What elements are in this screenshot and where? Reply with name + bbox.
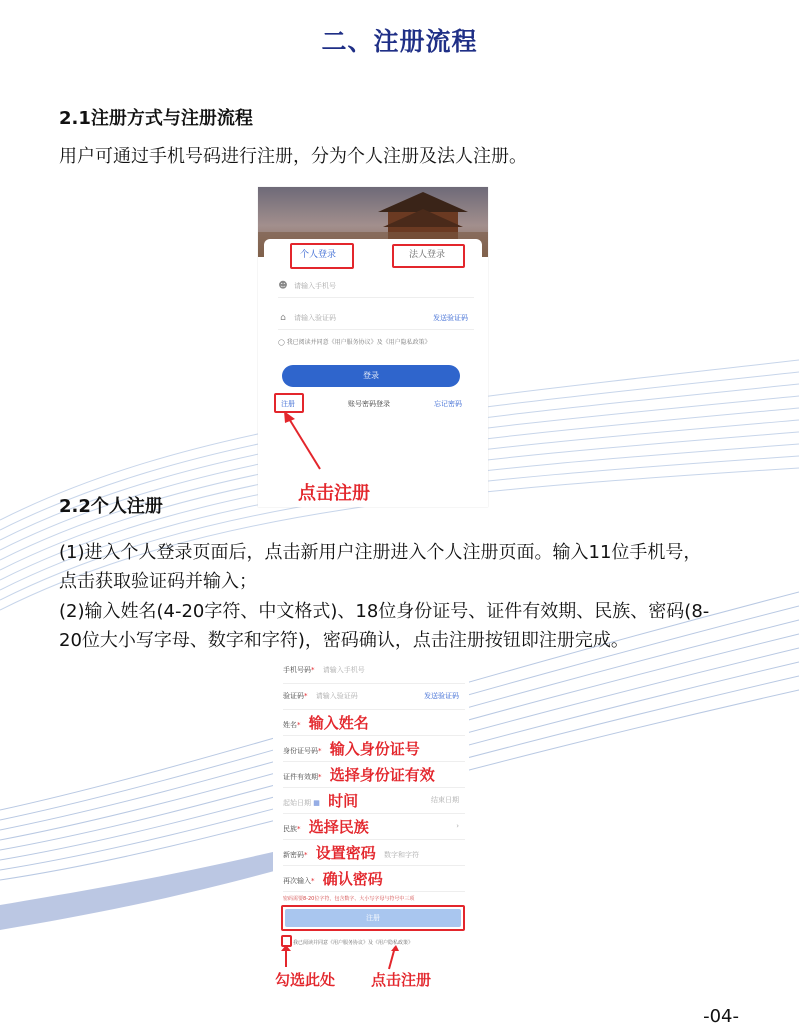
new-password-row[interactable]: 新密码* 设置密码 数字和字符 — [283, 839, 465, 866]
arrow-icon — [278, 409, 338, 479]
date-row[interactable]: 起始日期 ▦ 时间 结束日期 — [283, 787, 465, 814]
forgot-password-link[interactable]: 忘记密码 — [434, 400, 462, 408]
code-row[interactable]: 验证码* 请输入验证码 发送验证码 — [283, 683, 465, 710]
highlight-register-button — [281, 905, 465, 931]
login-screenshot — [258, 187, 488, 507]
tab-legal-login[interactable]: 法人登录 — [408, 250, 445, 260]
login-button[interactable]: 登录 — [282, 365, 460, 387]
section-2-2-p1: (1)进入个人登录页面后，点击新用户注册进入个人注册页面。输入11位手机号，点击获取验证码并输入； — [59, 542, 702, 592]
home-icon: ⌂ — [280, 313, 286, 323]
user-icon: ☻ — [278, 281, 288, 291]
register-link[interactable]: 注册 — [281, 400, 295, 408]
section-2-1-text: 用户可通过手机号码进行注册，分为个人注册及法人注册。 — [59, 146, 527, 167]
phone-row[interactable]: 手机号码* 请输入手机号 — [283, 657, 465, 684]
code-field[interactable]: ⌂ 请输入验证码 发送验证码 — [278, 307, 474, 330]
section-heading-2-1: 2.1注册方式与注册流程 — [59, 108, 253, 129]
register-screenshot — [273, 657, 469, 994]
section-2-2-p2: (2)输入姓名(4-20字符、中文格式)、18位身份证号、证件有效期、民族、密码(8-20位大小写字母、数字和字符)，密码确认，点击注册按钮即注册完成。 — [59, 601, 710, 651]
phone-field[interactable]: ☻ 请输入手机号 — [278, 275, 474, 298]
account-login-link[interactable]: 账号密码登录 — [348, 400, 390, 408]
highlight-legal-tab — [392, 244, 465, 268]
tab-personal-login[interactable]: 个人登录 — [299, 250, 336, 260]
highlight-personal-tab — [290, 243, 354, 269]
id-number-row[interactable]: 身份证号码* 输入身份证号 — [283, 735, 465, 762]
annotation-check-here: 勾选此处 — [275, 971, 336, 989]
calendar-icon[interactable]: ▦ — [313, 799, 320, 807]
name-row[interactable]: 姓名* 输入姓名 — [283, 709, 465, 736]
password-hint: 密码需要8-20位字符，包含数字、大小写字母与符号中三项 — [283, 896, 415, 902]
send-code-link-2[interactable]: 发送验证码 — [424, 692, 459, 700]
validity-row[interactable]: 证件有效期* 选择身份证有效 — [283, 761, 465, 788]
section-heading-2-2: 2.2个人注册 — [59, 496, 163, 517]
check-icon[interactable]: ◯ — [278, 339, 285, 346]
page-title: 二、注册流程 — [321, 27, 478, 56]
ethnicity-row[interactable]: 民族* 选择民族 › — [283, 813, 465, 840]
annotation-click-register-2: 点击注册 — [371, 971, 432, 989]
send-code-link[interactable]: 发送验证码 — [433, 314, 468, 322]
confirm-password-row[interactable]: 再次输入* 确认密码 — [283, 865, 465, 892]
agreement-row-2: 我已阅读并同意《用户服务协议》及《用户隐私政策》 — [293, 940, 414, 946]
chevron-right-icon: › — [456, 822, 459, 830]
page-number: -04- — [703, 1006, 739, 1027]
annotation-click-register: 点击注册 — [298, 483, 370, 504]
agreement-row[interactable]: ◯ 我已阅读并同意《用户服务协议》及《用户隐私政策》 — [278, 339, 431, 346]
register-button[interactable]: 注册 — [285, 909, 461, 927]
